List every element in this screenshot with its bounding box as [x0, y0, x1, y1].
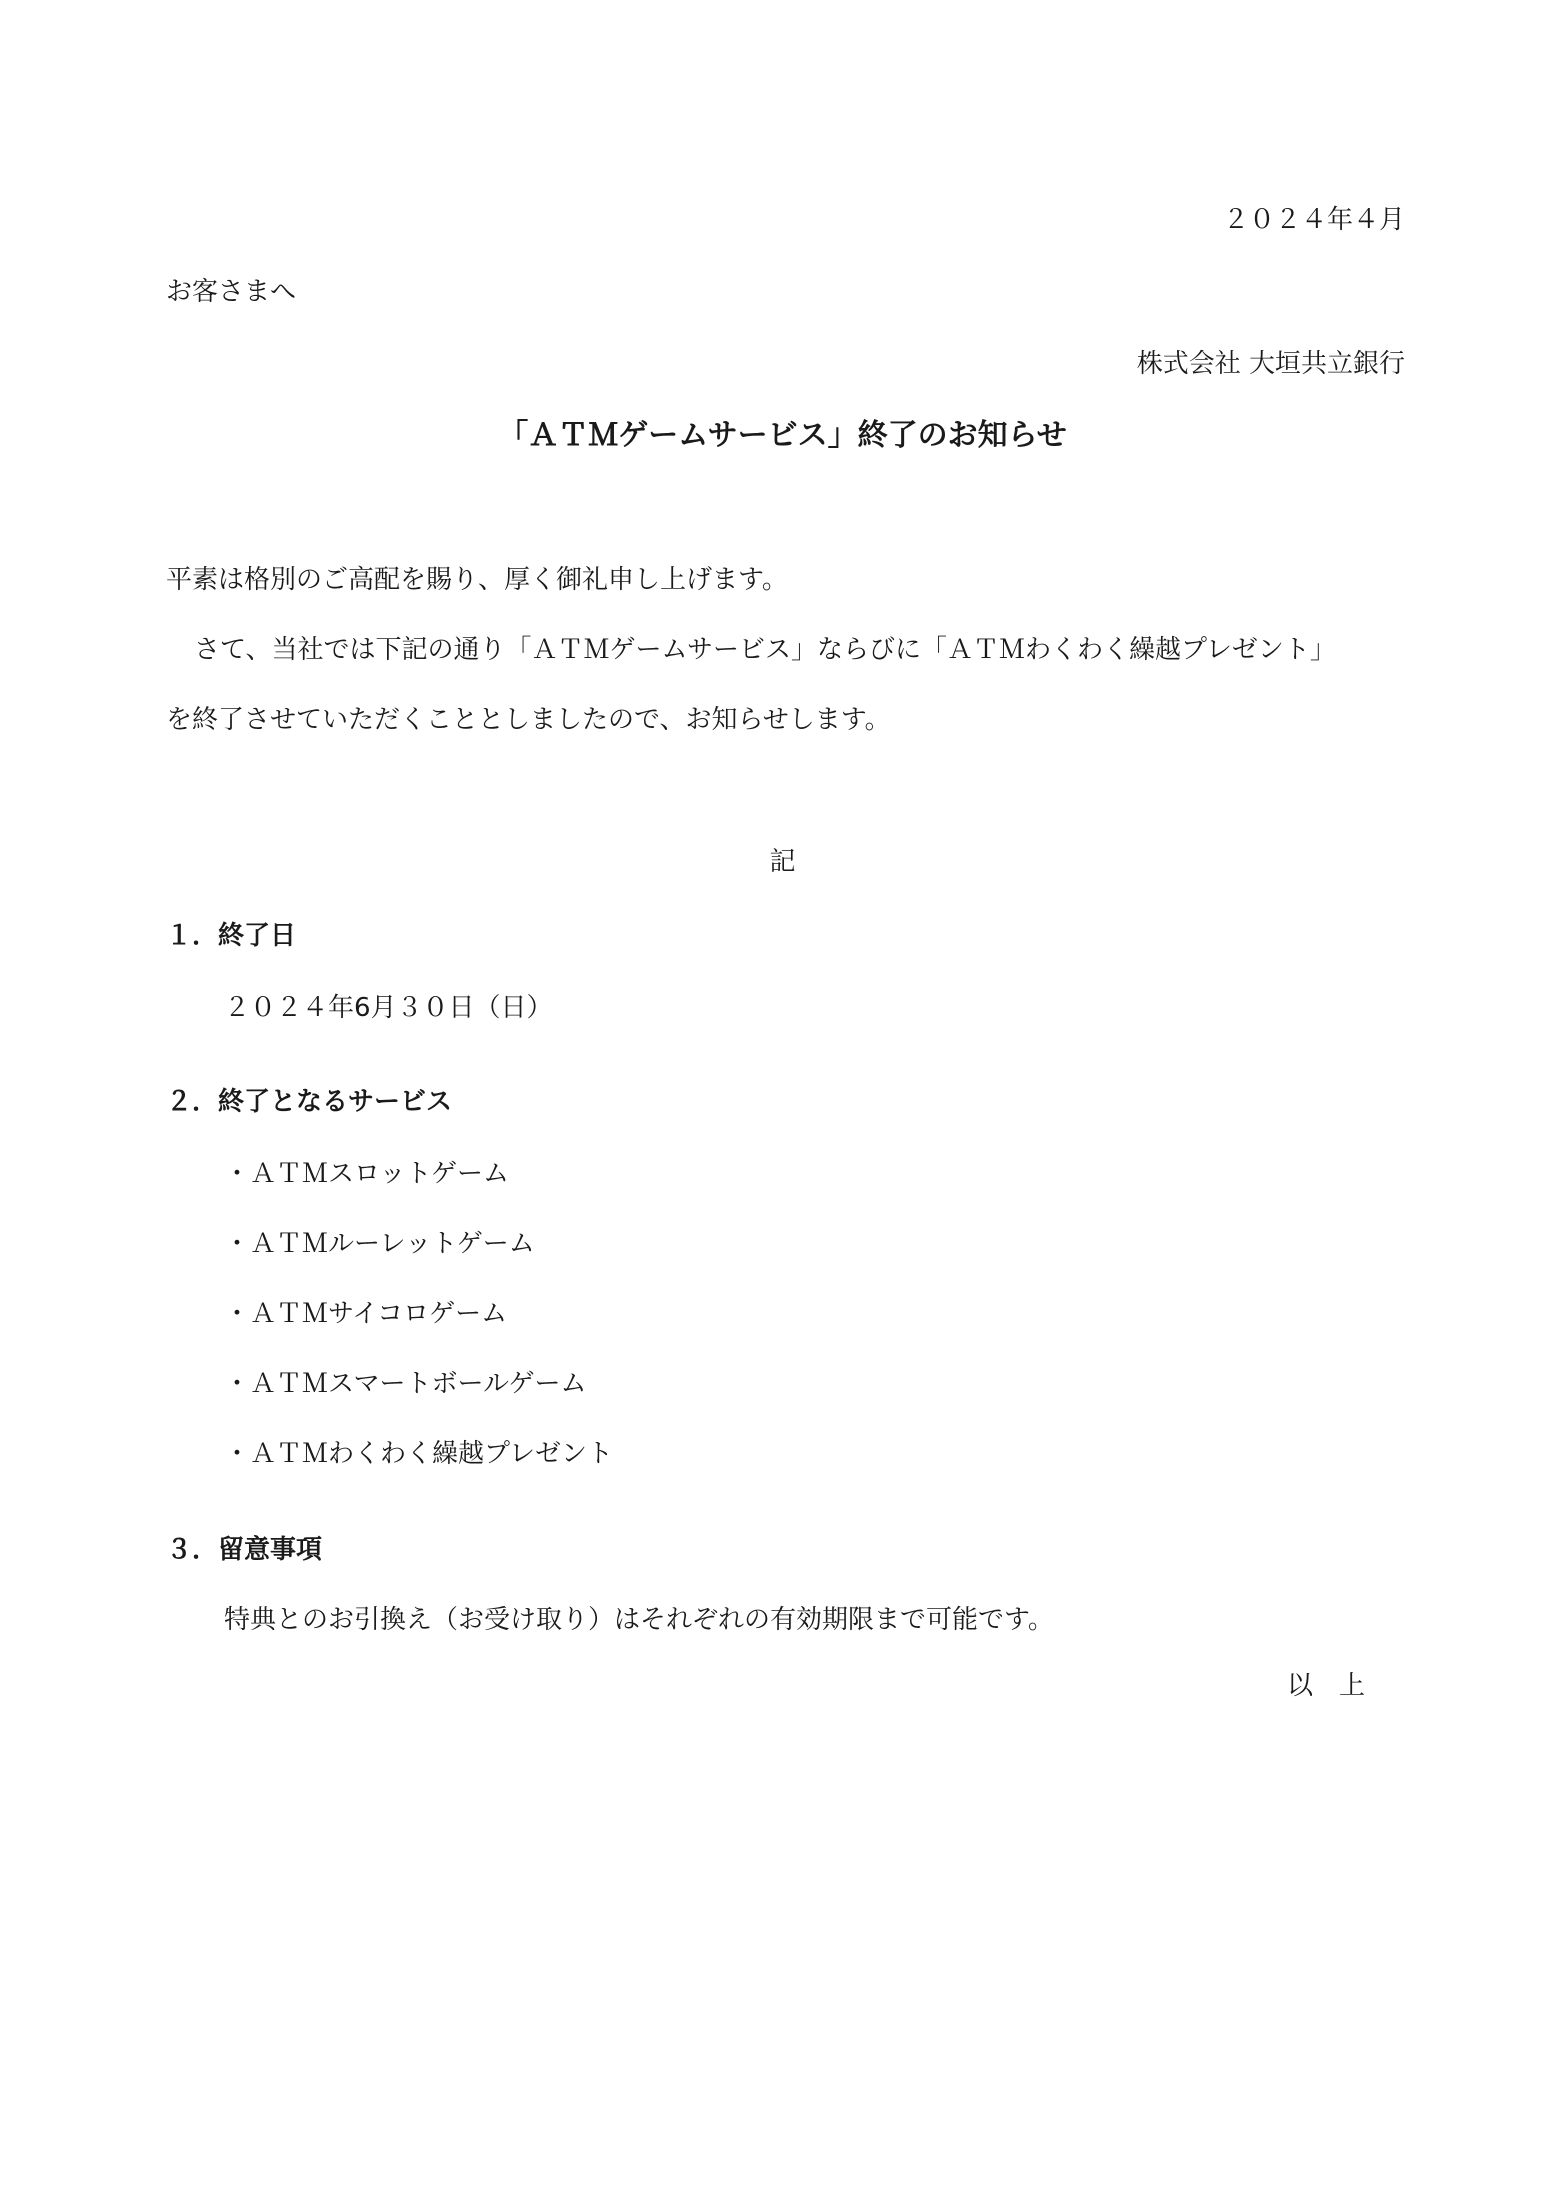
service-item: ・ＡＴＭスマートボールゲーム: [224, 1369, 587, 1399]
document-title: 「ＡＴＭゲームサービス」終了のお知らせ: [498, 418, 1067, 453]
notice-content: 特典とのお引換え（お受け取り）はそれぞれの有効期限まで可能です。: [224, 1605, 1054, 1635]
announcement-line-1: さて、当社では下記の通り「ＡＴＭゲームサービス」ならびに「ＡＴＭわくわく繰越プレゼント」: [194, 635, 1336, 665]
service-item: ・ＡＴＭサイコロゲーム: [224, 1299, 508, 1329]
closing-mark: 以 上: [1286, 1671, 1365, 1701]
sender-company: 株式会社 大垣共立銀行: [1136, 349, 1405, 379]
section-1-heading: １．終了日: [166, 921, 297, 951]
ki-heading: 記: [769, 847, 796, 877]
section-3-heading: ３．留意事項: [166, 1535, 323, 1565]
announcement-line-2: を終了させていただくこととしましたので、お知らせします。: [166, 705, 891, 735]
service-item: ・ＡＴＭルーレットゲーム: [224, 1229, 535, 1259]
service-item: ・ＡＴＭスロットゲーム: [224, 1159, 509, 1189]
service-item: ・ＡＴＭわくわく繰越プレゼント: [224, 1439, 613, 1469]
recipient: お客さまへ: [166, 277, 297, 307]
greeting-paragraph: 平素は格別のご高配を賜り、厚く御礼申し上げます。: [166, 565, 788, 595]
end-date: ２０２４年6月３０日（日）: [224, 993, 553, 1023]
document-date: ２０２４年４月: [1222, 205, 1405, 235]
section-2-heading: ２．終了となるサービス: [166, 1087, 453, 1117]
